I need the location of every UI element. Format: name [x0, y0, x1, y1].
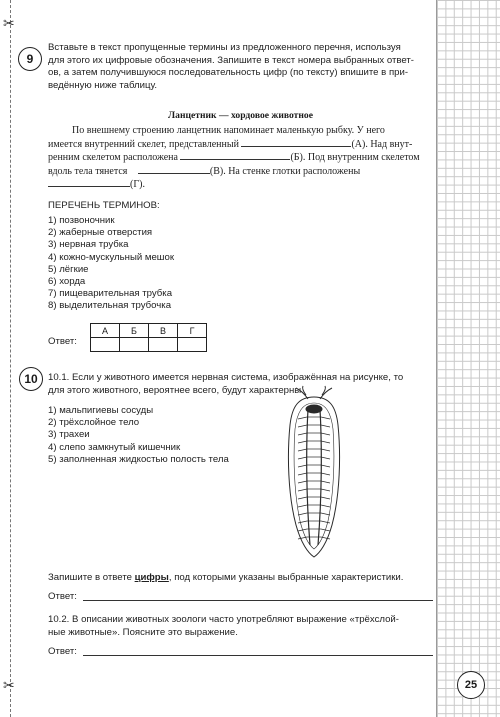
nerve-branch — [321, 417, 330, 419]
nerve-branch — [298, 433, 307, 435]
nerve-branch — [321, 441, 330, 443]
table-header-g: Г — [178, 324, 207, 338]
passage-line: ренним скелетом расположена (Б). Под внутренним скелетом — [48, 152, 420, 163]
passage-line: По внешнему строению ланцетник напоминает маленькую рыбку. У него — [72, 125, 385, 136]
scissors-icon: ✂ — [3, 15, 15, 31]
nerve-branch — [321, 433, 330, 435]
table-header-v: В — [149, 324, 178, 338]
q10-1-line: для этого животного, вероятнее всего, будут характерны — [48, 384, 302, 396]
nerve-branch — [298, 465, 307, 467]
term-item: 8) выделительная трубочка — [48, 300, 172, 312]
nerve-branch — [298, 417, 307, 419]
q10-2-line: 10.2. В описании животных зоологи часто употребляют выражение «трёхслой- — [48, 614, 399, 625]
q9-instruction-line: ведённую ниже таблицу. — [48, 79, 158, 91]
emphasis-word: цифры — [134, 572, 169, 583]
scissors-icon: ✂ — [3, 677, 15, 693]
answer-table — [90, 323, 207, 352]
nerve-branch — [298, 513, 307, 515]
nerve-branch — [321, 465, 330, 467]
nerve-branch — [298, 521, 307, 523]
q9-title: Ланцетник — хордовое животное — [168, 110, 313, 121]
q9-answer-label: Ответ: — [48, 336, 77, 347]
nerve-branch — [298, 425, 307, 427]
nerve-branch — [321, 489, 330, 491]
question-number-10: 10 — [19, 367, 43, 391]
option-item: 3) трахеи — [48, 429, 90, 441]
nerve-branch — [321, 473, 330, 475]
answer-cell-a[interactable] — [91, 338, 120, 352]
passage-line: имеется внутренний скелет, представленный (А). Над внут- — [48, 138, 413, 150]
nerve-branch — [298, 473, 307, 475]
nerve-branch — [298, 497, 307, 499]
nerve-branch — [321, 425, 330, 427]
q10-2-answer-line[interactable] — [83, 655, 433, 656]
answer-cell-b[interactable] — [120, 338, 149, 352]
q10-1-line: 10.1. Если у животного имеется нервная система, изображённая на рисунке, то — [48, 372, 404, 383]
answer-cell-g[interactable] — [178, 338, 207, 352]
grid-margin — [437, 0, 500, 717]
option-item: 1) мальпигиевы сосуды — [48, 405, 154, 416]
option-item: 2) трёхслойное тело — [48, 417, 140, 429]
option-item: 5) заполненная жидкостью полость тела — [48, 453, 229, 465]
term-item: 5) лёгкие — [48, 263, 89, 275]
blank-a[interactable] — [241, 146, 351, 147]
q10-2-answer-label: Ответ: — [48, 646, 77, 657]
q10-1-text — [48, 372, 433, 397]
cut-line — [10, 0, 11, 717]
blank-c[interactable] — [138, 173, 210, 174]
nerve-branch — [298, 481, 307, 483]
term-item: 2) жаберные отверстия — [48, 227, 153, 239]
flatworm-nervous-system-figure — [276, 385, 352, 560]
terms-header: ПЕРЕЧЕНЬ ТЕРМИНОВ: — [48, 200, 160, 211]
blank-b[interactable] — [180, 159, 290, 160]
term-item: 3) нервная трубка — [48, 239, 129, 251]
q10-1-answer-line[interactable] — [83, 600, 433, 601]
nerve-branch — [321, 497, 330, 499]
passage-line: вдоль тела тянется (В). На стенке глотки расположены — [48, 165, 361, 177]
nerve-branch — [321, 505, 330, 507]
nerve-branch — [298, 457, 307, 459]
margin-line — [436, 0, 437, 717]
nerve-branch — [321, 457, 330, 459]
q10-1-answer-label: Ответ: — [48, 591, 77, 602]
q9-instruction — [48, 42, 433, 92]
term-item: 6) хорда — [48, 276, 86, 288]
terms-list — [48, 215, 174, 313]
answer-cell-v[interactable] — [149, 338, 178, 352]
nerve-branch — [321, 449, 330, 451]
page-number: 25 — [457, 671, 485, 699]
table-header-b: Б — [120, 324, 149, 338]
nerve-branch — [321, 481, 330, 483]
q9-instruction-line: ов, а затем получившуюся последовательность цифр (по тексту) впишите в при- — [48, 67, 409, 79]
q10-write-instruction: Запишите в ответе цифры, под которыми указаны выбранные характеристики. — [48, 572, 404, 583]
option-item: 4) слепо замкнутый кишечник — [48, 441, 181, 453]
q9-passage — [48, 124, 433, 192]
term-item: 7) пищеварительная трубка — [48, 288, 173, 300]
q9-instruction-line: для этого их цифровые обозначения. Запишите в текст номера выбранных ответ- — [48, 54, 414, 66]
q9-instruction-line: Вставьте в текст пропущенные термины из предложенного перечня, используя — [48, 42, 401, 53]
term-item: 4) кожно-мускульный мешок — [48, 251, 175, 263]
term-item: 1) позвоночник — [48, 215, 115, 226]
nerve-branch — [298, 489, 307, 491]
q10-2-line: ные животные». Поясните это выражение. — [48, 626, 238, 638]
nerve-branch — [298, 441, 307, 443]
nerve-branch — [298, 449, 307, 451]
blank-d[interactable] — [48, 186, 130, 187]
nerve-branch — [321, 521, 330, 523]
question-number-9: 9 — [18, 47, 42, 71]
passage-line: (Г). — [48, 178, 433, 192]
q10-2-text — [48, 614, 433, 639]
q10-options — [48, 405, 229, 466]
table-header-a: А — [91, 324, 120, 338]
nerve-branch — [321, 513, 330, 515]
nerve-branch — [298, 505, 307, 507]
